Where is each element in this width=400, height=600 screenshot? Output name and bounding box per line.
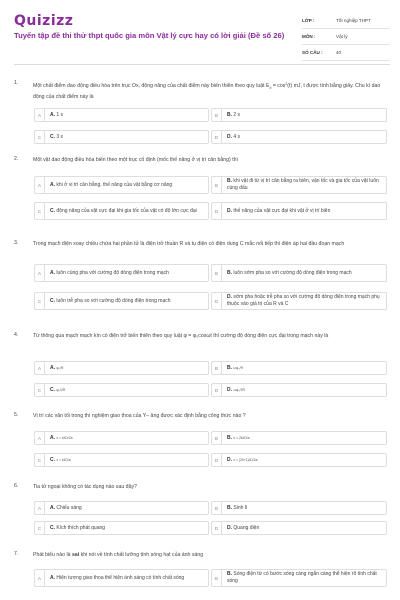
option-letter: B xyxy=(212,362,222,374)
question-number: 7. xyxy=(14,551,19,557)
question-text: Một vật dao động điều hòa biến theo một trục cố định (mốc thế năng ở vị trí cân bằng) thì xyxy=(33,157,238,163)
option-letter: B xyxy=(212,502,222,514)
option-c[interactable] xyxy=(34,202,209,220)
question-number: 4. xyxy=(14,332,19,338)
option-d[interactable] xyxy=(211,292,387,310)
option-c[interactable] xyxy=(34,130,209,144)
option-letter: C xyxy=(35,293,45,309)
option-d[interactable] xyxy=(211,453,387,467)
option-letter: A xyxy=(35,265,45,281)
question-text: Tia tử ngoại không có tác dụng nào sau đây? xyxy=(33,484,137,490)
option-text: A. Hiện tượng giao thoa thể hiện ánh sáng có tính chất sóng xyxy=(50,574,185,581)
option-letter: A xyxy=(35,109,45,121)
option-b[interactable] xyxy=(211,501,387,515)
option-text: A. Chiếu sáng xyxy=(50,504,82,511)
option-letter: C xyxy=(35,131,45,143)
meta-table xyxy=(302,13,390,61)
option-text: D. sớm pha hoặc trễ pha so với cường độ dòng điện trong mạch phụ thuộc vào giá trị của R và C xyxy=(227,294,380,307)
option-a[interactable] xyxy=(34,569,209,587)
option-letter: A xyxy=(35,177,45,193)
option-letter: D xyxy=(212,293,222,309)
meta-row-subject xyxy=(302,29,390,45)
option-letter: C xyxy=(35,384,45,396)
option-letter: A xyxy=(35,362,45,374)
question-number: 1. xyxy=(14,80,19,86)
quizizz-logo: Quizizz xyxy=(14,13,74,29)
page-title: Tuyển tập đề thi thử thpt quốc gia môn Vật lý cực hay có lời giải (Đề số 26) xyxy=(14,31,285,40)
option-b[interactable] xyxy=(211,361,387,375)
option-text: D. x = (2k+1)λD/2a xyxy=(227,456,258,463)
option-text: C. động năng của vật cực đại khi gia tốc của vật có độ lớn cực đại xyxy=(50,207,197,214)
question-text: Phát biểu nào là sai khi nói về tính chất lưỡng tính sóng hạt của ánh sáng xyxy=(33,552,204,558)
option-letter: C xyxy=(35,522,45,534)
option-letter: B xyxy=(212,109,222,121)
question-number: 2. xyxy=(14,156,19,162)
option-a[interactable] xyxy=(34,431,209,445)
option-letter: D xyxy=(212,522,222,534)
option-letter: D xyxy=(212,384,222,396)
option-d[interactable] xyxy=(211,130,387,144)
option-text: B. 2 s xyxy=(227,111,241,118)
question-text: Từ thông qua mạch mạch kín có điện trở biến thiên theo quy luật φ = φ₀cosωt thì cường độ dòng điện cực đại trong mạch này là xyxy=(33,333,329,339)
meta-value: 40 xyxy=(336,50,342,55)
option-text: D. thế năng của vật cực đại khi vật ở vị trí biên xyxy=(227,207,331,214)
option-c[interactable] xyxy=(34,521,209,535)
option-b[interactable] xyxy=(211,431,387,445)
option-letter: D xyxy=(212,203,222,219)
option-d[interactable] xyxy=(211,383,387,397)
option-text: B. ωφ₀/R xyxy=(227,364,244,371)
option-a[interactable] xyxy=(34,361,209,375)
option-b[interactable] xyxy=(211,569,387,587)
option-letter: C xyxy=(35,454,45,466)
option-text: A. x = kλD/2a xyxy=(50,434,73,441)
option-text: C. Kích thích phát quang xyxy=(50,524,106,531)
option-letter: B xyxy=(212,570,222,586)
option-text: A. 1 s xyxy=(50,111,64,118)
option-text: B. Sinh lí xyxy=(227,504,248,511)
option-text: D. Quang điện xyxy=(227,524,260,531)
option-c[interactable] xyxy=(34,453,209,467)
option-c[interactable] xyxy=(34,383,209,397)
meta-value: Vật lý xyxy=(336,34,348,39)
option-letter: C xyxy=(35,203,45,219)
option-text: B. khi vật đi từ vị trí cân bằng ra biên, vận tốc và gia tốc của vật luôn cùng dấu xyxy=(227,178,379,191)
meta-label: SỐ CÂU : xyxy=(302,50,323,55)
option-text: B. luôn sớm pha so với cường độ dòng điện trong mạch xyxy=(227,269,352,276)
option-text: A. khi ở vị trí cân bằng, thế năng của vật bằng cơ năng xyxy=(50,181,173,188)
option-text: D. 4 s xyxy=(227,133,241,140)
option-b[interactable] xyxy=(211,176,387,194)
option-a[interactable] xyxy=(34,176,209,194)
meta-row-class xyxy=(302,13,390,29)
option-a[interactable] xyxy=(34,264,209,282)
option-text: C. x = kλD/a xyxy=(50,456,71,463)
option-text: A. luôn cùng pha với cường độ dòng điện trong mạch xyxy=(50,269,169,276)
option-text: C. φ₀/2R xyxy=(50,386,66,393)
option-a[interactable] xyxy=(34,108,209,122)
meta-row-count xyxy=(302,45,390,61)
meta-label: LỚP : xyxy=(302,18,315,23)
option-letter: D xyxy=(212,454,222,466)
question-text: Vị trí các vân tối trong thí nghiệm giao thoa của Y– âng được xác định bằng công thức nào ? xyxy=(33,413,246,419)
option-text: D. ωφ₀/2R xyxy=(227,386,245,393)
question-number: 5. xyxy=(14,412,19,418)
option-text: B. x = 2kλD/a xyxy=(227,434,250,441)
option-letter: B xyxy=(212,177,222,193)
option-letter: A xyxy=(35,570,45,586)
option-c[interactable] xyxy=(34,292,209,310)
option-letter: D xyxy=(212,131,222,143)
question-text: Trong mạch điện xoay chiều chứa hai phần tử là điện trở thuần R và tụ điện có điện dung C mắc nối tiếp thì điện áp hai đầu đoạn mạch xyxy=(33,241,345,247)
option-b[interactable] xyxy=(211,264,387,282)
question-text: Một chất điểm dao động điều hòa trên trục Ox, động năng của chất điểm này biến thiên theo quy luật $E_đ = \cos^2(t)$ mJ, t được tính bằng giây. Chu kì dao động của chất điểm này là xyxy=(33,82,381,100)
option-letter: A xyxy=(35,502,45,514)
meta-label: MÔN : xyxy=(302,34,316,39)
option-d[interactable] xyxy=(211,202,387,220)
option-letter: A xyxy=(35,432,45,444)
option-a[interactable] xyxy=(34,501,209,515)
meta-value: Tốt nghiệp THPT xyxy=(336,18,371,23)
question-number: 3. xyxy=(14,240,19,246)
header-divider xyxy=(14,64,390,65)
option-letter: B xyxy=(212,265,222,281)
option-text: B. Sóng điện từ có bước sóng càng ngắn càng thể hiện rõ tính chất sóng xyxy=(227,571,377,584)
option-text: C. 3 s xyxy=(50,133,64,140)
option-d[interactable] xyxy=(211,521,387,535)
option-text: A. φ₀/R xyxy=(50,364,64,371)
option-text: C. luôn trễ pha so với cường độ dòng điện trong mạch xyxy=(50,297,171,304)
option-letter: B xyxy=(212,432,222,444)
question-number: 6. xyxy=(14,483,19,489)
option-b[interactable] xyxy=(211,108,387,122)
